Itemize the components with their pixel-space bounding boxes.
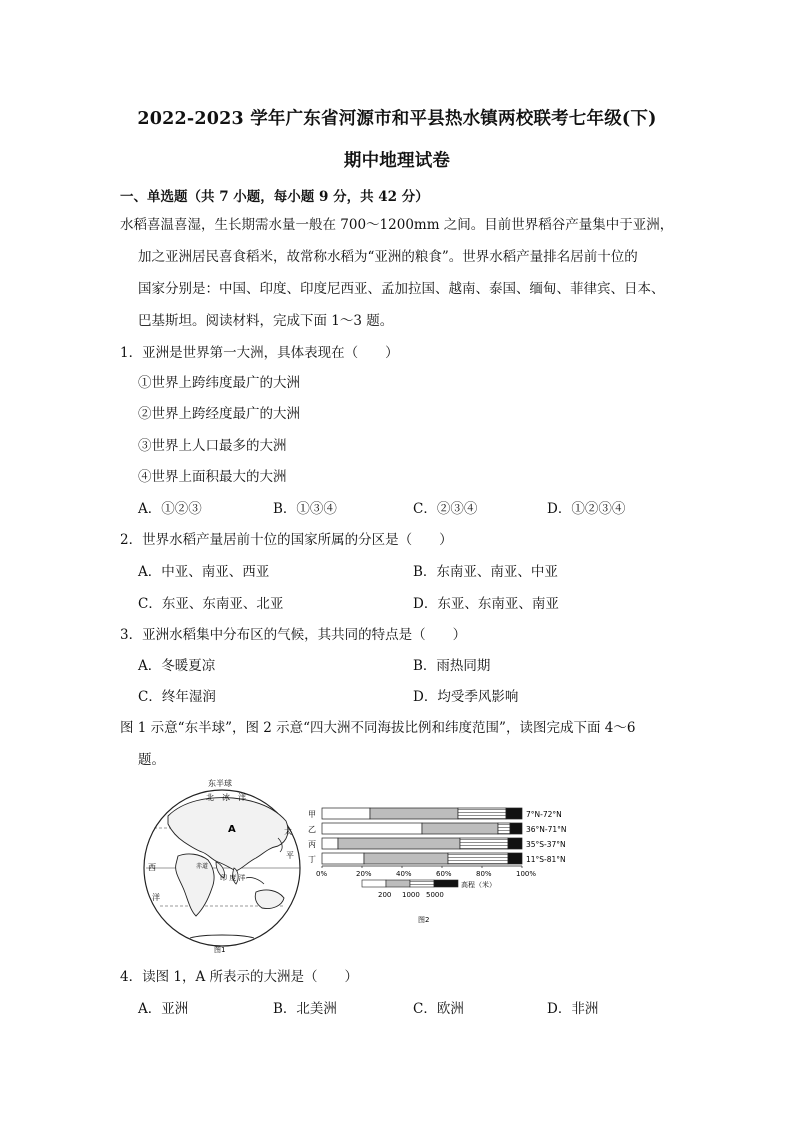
fig1-header-label: 东半球 [208,779,232,788]
fig2-x-tick: 20% [356,870,372,878]
fig1-xi-label: 西 [148,863,156,872]
question-1-item-2: ②世界上跨经度最广的大洲 [138,406,300,422]
fig1-tai-label: 太 [284,827,292,836]
question-2-option-d[interactable]: D．东亚、东南亚、南亚 [413,596,559,612]
question-2-option-b[interactable]: B．东南亚、南亚、中亚 [413,564,558,580]
figure-intro-line-2: 题。 [138,752,165,768]
question-4-option-c[interactable]: C．欧洲 [413,1001,464,1017]
fig2-row-label: 甲 [308,810,316,819]
question-4-option-b[interactable]: B．北美洲 [273,1001,337,1017]
fig2-row-label: 乙 [308,825,316,834]
fig2-bar-segment [510,823,522,834]
fig2-bar-segment [322,808,370,819]
fig1-A-label: A [228,824,236,835]
fig1-ice-label: 冰 [222,793,230,802]
fig2-x-tick: 60% [436,870,452,878]
fig2-bar-segment [506,808,522,819]
fig1-indian-ocean-label: 印 度 洋 [220,874,246,882]
fig1-yang-label: 洋 [152,893,160,902]
fig2-legend-tick: 200 [378,891,392,899]
question-3-stem: 3．亚洲水稻集中分布区的气候，其共同的特点是（ ） [120,627,467,643]
fig2-bar-segment [322,838,338,849]
question-1-item-4: ④世界上面积最大的大洲 [138,469,287,485]
fig2-bar-segment [322,823,422,834]
fig2-bar-segment [370,808,458,819]
intro-line-2: 加之亚洲居民喜食稻米，故常称水稻为“亚洲的粮食”。世界水稻产量排名居前十位的 [138,249,638,265]
question-1-item-1: ①世界上跨纬度最广的大洲 [138,375,300,391]
fig2-bar-segment [460,838,508,849]
fig2-row-range: 7°N-72°N [526,810,562,819]
intro-line-4: 巴基斯坦。阅读材料，完成下面 1～3 题。 [138,313,394,329]
fig2-x-tick: 0% [316,870,328,878]
question-2-stem: 2．世界水稻产量居前十位的国家所属的分区是（ ） [120,532,453,548]
question-1-option-a[interactable]: A．①②③ [138,501,202,517]
fig2-bar-segment [338,838,460,849]
intro-line-3: 国家分别是：中国、印度、印度尼西亚、孟加拉国、越南、泰国、缅甸、菲律宾、日本、 [138,281,665,297]
fig2-row-range: 35°S-37°N [526,840,566,849]
question-1-item-3: ③世界上人口最多的大洲 [138,438,287,454]
question-1-option-b[interactable]: B．①③④ [273,501,337,517]
fig1-north-label: 北 [206,793,214,802]
fig2-bar-segment [364,853,448,864]
exam-title-line2: 期中地理试卷 [343,151,451,171]
fig2-legend-tick: 5000 [426,891,444,899]
fig2-legend-swatch [434,880,458,887]
fig1-ocean-label: 洋 [238,793,246,802]
fig2-legend-title: 高程（米） [461,881,496,889]
fig2-x-tick: 100% [516,870,537,878]
question-2-option-a[interactable]: A．中亚、南亚、西亚 [138,564,270,580]
fig2-bar-segment [498,823,510,834]
fig2-legend-swatch [362,880,386,887]
question-3-option-b[interactable]: B．雨热同期 [413,658,491,674]
question-3-option-a[interactable]: A．冬暖夏凉 [138,658,216,674]
question-1-option-d[interactable]: D．①②③④ [547,501,626,517]
section-heading: 一、单选题（共 7 小题，每小题 9 分，共 42 分） [120,189,429,205]
fig2-row-label: 丁 [308,855,316,864]
figure-1-globe [138,776,310,954]
question-4-stem: 4．读图 1，A 所表示的大洲是（ ） [120,969,359,985]
globe-graphic [144,790,300,946]
question-4-option-d[interactable]: D．非洲 [547,1001,599,1017]
fig2-bar-segment [448,853,508,864]
fig1-equator-label: 赤道 [196,863,209,870]
question-4-option-a[interactable]: A．亚洲 [138,1001,189,1017]
fig2-bar-segment [422,823,498,834]
intro-line-1: 水稻喜温喜湿，生长期需水量一般在 700～1200mm 之间。目前世界稻谷产量集中于亚洲， [120,217,674,233]
fig2-bar-segment [322,853,364,864]
fig2-row-range: 36°N-71°N [526,825,567,834]
figure-intro-line-1: 图 1 示意“东半球”，图 2 示意“四大洲不同海拔比例和纬度范围”，读图完成下面 4～6 [120,720,636,736]
fig2-caption: 图2 [418,916,430,924]
exam-title-line1: 2022-2023 学年广东省河源市和平县热水镇两校联考七年级(下) [137,109,657,129]
fig2-x-tick: 40% [396,870,412,878]
fig2-bar-segment [458,808,506,819]
fig2-bar-segment [508,838,522,849]
fig2-legend-tick: 1000 [402,891,420,899]
question-3-option-c[interactable]: C．终年湿润 [138,689,216,705]
question-3-option-d[interactable]: D．均受季风影响 [413,689,519,705]
question-1-stem: 1．亚洲是世界第一大洲，具体表现在（ ） [120,345,399,361]
fig2-row-label: 丙 [308,840,316,849]
question-2-option-c[interactable]: C．东亚、东南亚、北亚 [138,596,284,612]
fig2-bar-segment [508,853,522,864]
figure-2-chart [300,802,590,928]
fig2-row-range: 11°S-81°N [526,855,566,864]
question-1-option-c[interactable]: C．②③④ [413,501,478,517]
fig1-ping-label: 平 [286,851,294,860]
fig2-legend-swatch [386,880,410,887]
fig2-legend-swatch [410,880,434,887]
fig1-caption: 图1 [214,946,226,954]
fig2-x-tick: 80% [476,870,492,878]
